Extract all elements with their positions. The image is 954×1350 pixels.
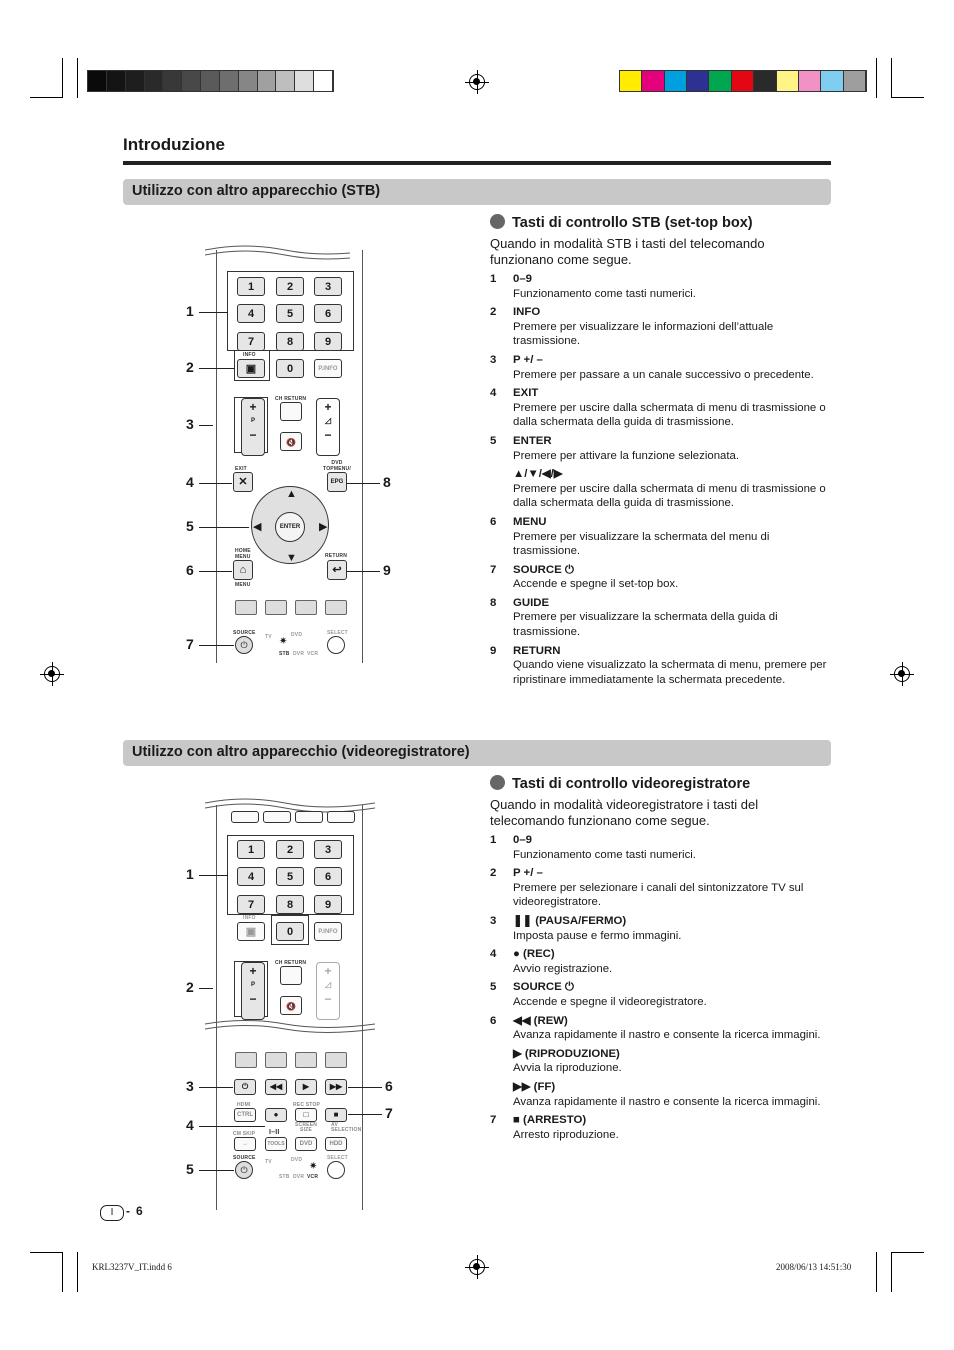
color-swatch [687,71,709,91]
color-key-button[interactable] [235,600,257,615]
callout-9: 9 [383,562,391,578]
info-button[interactable]: ▣ [237,922,265,941]
rec-button[interactable]: ● [265,1108,287,1122]
source-label: SOURCE [233,1155,256,1161]
item-label: ▲/▼/◀/▶ [513,468,563,481]
color-swatch [258,71,277,91]
item-description: Avvio registrazione. [513,962,613,975]
arrow-left-icon[interactable]: ◀ [253,521,262,533]
callout-5: 5 [186,1161,194,1177]
epg-button[interactable]: EPG [327,472,347,492]
color-swatch [201,71,220,91]
section-band-vcr [123,740,831,766]
home-menu-button[interactable]: ⌂ [233,560,253,580]
mode-dvr-label: DVR [293,651,305,657]
list-item [490,434,830,463]
item-number: 9 [490,644,497,657]
item-number: 5 [490,434,497,447]
item-label: P +/ – [513,867,543,880]
digit-0-button[interactable]: 0 [276,922,304,941]
callout-line [199,312,228,313]
list-item [490,866,830,910]
select-label: SELECT [327,630,348,636]
callout-line [199,1126,265,1127]
i-ii-label: I–II [269,1129,280,1136]
top-key-button[interactable] [231,811,259,823]
item-description: Premere per uscire dalla schermata di menu di trasmissione o dalla schermata della guida di trasmissione. [513,401,826,429]
color-swatch [239,71,258,91]
crop-mark [876,58,877,98]
stb-heading: Tasti di controllo STB (set-top box) [490,214,753,231]
select-button[interactable] [327,636,345,654]
digit-9-button[interactable]: 9 [314,332,342,351]
bullet-icon [490,214,505,229]
color-swatch [642,71,664,91]
registration-mark-icon [469,74,485,90]
ch-return-label: CH RETURN [275,960,307,966]
callout-1: 1 [186,303,194,319]
crop-mark [62,58,63,98]
dvd-topmenu-label: DVD TOPMENU/ [323,460,351,472]
color-swatch [777,71,799,91]
footer-file: KRL3237V_IT.indd 6 [92,1262,172,1272]
callout-line [199,527,249,528]
crop-mark [30,97,63,98]
select-button[interactable] [327,1161,345,1179]
item-label: ▶▶ (FF) [513,1080,556,1093]
exit-button[interactable]: ✕ [233,472,253,492]
item-label: 0–9 [513,273,533,285]
list-item [490,386,830,430]
page-dash: - [126,1204,130,1218]
remote-top-edge [205,242,350,262]
item-description: Premere per uscire dalla schermata di menu di trasmissione o dalla schermata della guida di trasmissione. [513,482,826,510]
cm-skip-button[interactable]: → [234,1137,256,1151]
item-description: Premere per visualizzare le informazioni dell’attuale trasmissione. [513,320,774,348]
color-key-button[interactable] [265,600,287,615]
color-key-button[interactable] [325,600,347,615]
callout-6: 6 [186,562,194,578]
item-description: Quando viene visualizzato la schermata di menu, premere per ripristinare immediatamente la schermata precedente. [513,659,827,686]
crop-mark [891,1252,892,1292]
source-power-button[interactable]: ⏻ [235,1161,253,1179]
enter-button[interactable]: ENTER [275,512,305,542]
section-title: Utilizzo con altro apparecchio (videoregistratore) [132,744,470,760]
item-description: Premere per selezionare i canali del sintonizzatore TV sul videoregistratore. [513,881,804,909]
registration-mark-icon [469,1259,485,1275]
list-item [490,980,830,1009]
item-number: 3 [490,914,497,927]
color-swatch [844,71,866,91]
color-key-button[interactable] [325,1052,347,1068]
color-key-button[interactable] [265,1052,287,1068]
color-swatch [732,71,754,91]
exit-label: EXIT [235,466,247,472]
digit-6-button[interactable]: 6 [314,304,342,323]
crop-mark [30,1252,63,1253]
item-description: Funzionamento come tasti numerici. [513,287,696,300]
grayscale-bar [87,70,334,92]
callout-line [347,571,380,572]
list-item [490,305,830,349]
item-description: Accende e spegne il set-top box. [513,578,679,591]
list-item [490,353,830,382]
item-label: SOURCE ⏻ [513,981,574,994]
arrow-up-icon[interactable]: ▲ [286,488,297,500]
callout-5: 5 [186,518,194,534]
color-key-button[interactable] [295,1052,317,1068]
callout-7: 7 [186,636,194,652]
digit-7-button[interactable]: 7 [237,332,265,351]
digit-1-button[interactable]: 1 [237,277,265,296]
crop-mark [62,1252,63,1292]
item-number: 6 [490,515,497,528]
item-label: P +/ – [513,353,543,366]
info-label: INFO [243,915,256,921]
mode-stb-label: STB [279,1174,290,1180]
item-number: 1 [490,273,497,285]
color-swatch [88,71,107,91]
section-title: Utilizzo con altro apparecchio (STB) [132,183,381,199]
color-swatch [126,71,145,91]
p-rocker-button[interactable]: + P − [241,398,265,456]
registration-mark-icon [44,666,60,682]
crop-mark [891,58,892,98]
item-description: Avanza rapidamente il nastro e consente la ricerca immagini. [513,1095,821,1108]
item-number: 1 [490,834,497,846]
return-label: RETURN [325,553,348,559]
digit-9-button[interactable]: 9 [314,895,342,914]
vcr-intro: Quando in modalità videoregistratore i tasti del telecomando funzionano come segue. [490,797,759,828]
callout-line [199,645,234,646]
item-description: Imposta pause e fermo immagini. [513,929,682,942]
list-item [490,272,830,301]
item-label: GUIDE [513,596,550,609]
item-number: 4 [490,948,497,961]
crop-mark [876,1252,877,1292]
item-label: EXIT [513,387,539,400]
color-swatch [314,71,333,91]
digit-3-button[interactable]: 3 [314,840,342,859]
item-description: Avvia la riproduzione. [513,1062,622,1075]
item-label: SOURCE ⏻ [513,563,574,576]
cm-skip-label: CM SKIP [233,1131,256,1137]
list-item [490,914,830,943]
item-description: Avanza rapidamente il nastro e consente la ricerca immagini. [513,1029,821,1042]
item-number: 2 [490,867,497,880]
hdd-button[interactable]: HDD [325,1137,347,1151]
home-menu-label: HOME MENU [235,548,251,560]
color-swatch [163,71,182,91]
callout-1: 1 [186,866,194,882]
stb-item-list [490,272,830,691]
crop-mark [77,1252,78,1292]
pause-still-button[interactable]: ⏻ [234,1079,256,1095]
footer-timestamp: 2008/06/13 14:51:30 [776,1262,852,1272]
info-button[interactable]: ▣ [237,359,265,378]
callout-line [199,1087,233,1088]
list-item [490,833,830,862]
hdmi-label: HDMI [237,1102,251,1108]
mode-stb-label: STB [279,651,290,657]
item-number: 6 [490,1014,497,1027]
color-swatch [665,71,687,91]
color-swatch [799,71,821,91]
color-key-button[interactable] [295,600,317,615]
callout-2: 2 [186,979,194,995]
mode-tv-label: TV [265,1159,272,1165]
callout-line [199,571,232,572]
vcr-heading: Tasti di controllo videoregistratore [490,775,750,792]
mode-vcr-label: VCR [307,651,319,657]
info-label: INFO [243,352,256,358]
screen-size-label: SCREEN SIZE [295,1122,318,1133]
digit-4-button[interactable]: 4 [237,867,265,886]
color-swatch [145,71,164,91]
item-description: Premere per attivare la funzione selezionata. [513,449,740,462]
stb-intro: Quando in modalità STB i tasti del telecomando funzionano come segue. [490,236,765,267]
item-label: ENTER [513,434,552,447]
pinfo-button[interactable]: P.INFO [314,359,342,378]
item-label: ■ (ARRESTO) [513,1114,587,1127]
ff-button[interactable]: ▶▶ [325,1079,347,1095]
item-label: MENU [513,515,547,528]
list-item [490,563,830,592]
digit-1-button[interactable]: 1 [237,840,265,859]
digit-8-button[interactable]: 8 [276,332,304,351]
dvd-button[interactable]: DVD [295,1137,317,1151]
page-number: 6 [136,1204,143,1218]
item-label: ▶ (RIPRODUZIONE) [513,1047,620,1060]
list-item [490,1047,830,1076]
color-swatch [754,71,776,91]
play-button[interactable]: ▶ [295,1079,317,1095]
color-swatch [276,71,295,91]
callout-line [348,1114,382,1115]
tools-button[interactable]: TOOLS [265,1137,287,1151]
callout-line [348,1087,382,1088]
registration-mark-icon [894,666,910,682]
callout-line [199,988,213,989]
item-label: INFO [513,306,541,319]
volume-rocker-button[interactable]: + ◿ − [316,962,340,1020]
list-item [490,596,830,640]
ch-return-button[interactable] [280,966,302,985]
item-number: 8 [490,596,497,609]
list-item [490,1014,830,1043]
top-key-button[interactable] [327,811,355,823]
crop-mark [77,58,78,98]
rec-stop-label: REC STOP [293,1102,321,1108]
item-number: 7 [490,1114,497,1127]
remote-cut-edge [205,1019,375,1033]
item-label: ❚❚ (PAUSA/FERMO) [513,914,627,927]
callout-line [199,483,232,484]
remote-vcr [216,805,363,1210]
color-swatch [182,71,201,91]
av-selection-label: AV SELECTION [331,1122,362,1133]
item-number: 3 [490,353,497,366]
digit-5-button[interactable]: 5 [276,867,304,886]
page-title: Introduzione [123,135,225,154]
item-label: ◀◀ (REW) [513,1014,568,1027]
list-item [490,644,830,688]
callout-line [199,1170,234,1171]
color-swatch [709,71,731,91]
callout-7: 7 [385,1105,393,1121]
item-label: 0–9 [513,834,533,846]
callout-3: 3 [186,416,194,432]
item-description: Premere per visualizzare la schermata della guida di trasmissione. [513,611,778,639]
pinfo-button[interactable]: P.INFO [314,922,342,941]
item-description: Premere per passare a un canale successivo o precedente. [513,368,814,381]
ch-return-label: CH RETURN [275,396,307,402]
list-item [490,467,830,511]
color-swatch [821,71,843,91]
vcr-item-list [490,833,830,1146]
source-label: SOURCE [233,630,256,636]
list-item [490,515,830,559]
mode-tv-label: TV [265,634,272,640]
digit-0-button[interactable]: 0 [276,359,304,378]
bullet-icon [490,775,505,790]
ctrl-button[interactable]: CTRL [234,1108,256,1122]
mode-dvd-label: DVD [291,632,303,638]
mute-button[interactable]: 🔇 [280,432,302,451]
section-band-stb [123,179,831,205]
callout-line [199,875,228,876]
rec-stop-button[interactable]: □ [295,1108,317,1122]
callout-4: 4 [186,1117,194,1133]
mode-vcr-label: VCR [307,1174,319,1180]
item-number: 7 [490,563,497,576]
digit-8-button[interactable]: 8 [276,895,304,914]
digit-2-button[interactable]: 2 [276,277,304,296]
p-rocker-button[interactable]: + P − [241,962,265,1020]
mode-led-icon: ✷ [309,1161,318,1172]
digit-7-button[interactable]: 7 [237,895,265,914]
list-item [490,1113,830,1142]
rew-button[interactable]: ◀◀ [265,1079,287,1095]
color-swatch [220,71,239,91]
digit-5-button[interactable]: 5 [276,304,304,323]
stop-button[interactable]: ■ [325,1108,347,1122]
mute-button[interactable]: 🔇 [280,996,302,1015]
item-description: Premere per visualizzare la schermata del menu di trasmissione. [513,530,770,558]
digit-6-button[interactable]: 6 [314,867,342,886]
list-item [490,947,830,976]
item-description: Funzionamento come tasti numerici. [513,848,696,861]
color-bar [619,70,867,92]
digit-2-button[interactable]: 2 [276,840,304,859]
mode-dvd-label: DVD [291,1157,303,1163]
item-number: 5 [490,981,497,994]
ch-return-button[interactable] [280,402,302,421]
item-number: 2 [490,306,497,319]
item-label: ● (REC) [513,948,555,961]
callout-6: 6 [385,1078,393,1094]
callout-8: 8 [383,474,391,490]
callout-line [199,368,235,369]
item-description: Arresto riproduzione. [513,1128,619,1141]
callout-line [347,483,380,484]
callout-2: 2 [186,359,194,375]
item-label: RETURN [513,644,561,657]
top-key-button[interactable] [263,811,291,823]
title-rule [123,161,831,165]
item-description: Accende e spegne il videoregistratore. [513,995,707,1008]
source-power-button[interactable]: ⏻ [235,636,253,654]
page-code-badge: I [100,1205,124,1221]
color-swatch [620,71,642,91]
crop-mark [891,97,924,98]
list-item [490,1080,830,1109]
mode-led-icon: ✷ [279,636,288,647]
digit-3-button[interactable]: 3 [314,277,342,296]
color-swatch [295,71,314,91]
callout-4: 4 [186,474,194,490]
top-key-button[interactable] [295,811,323,823]
crop-mark [891,1252,924,1253]
mode-dvr-label: DVR [293,1174,305,1180]
arrow-down-icon[interactable]: ▼ [286,552,297,564]
select-label: SELECT [327,1155,348,1161]
color-swatch [107,71,126,91]
color-key-button[interactable] [235,1052,257,1068]
callout-line [199,425,213,426]
remote-stb [216,250,363,663]
digit-4-button[interactable]: 4 [237,304,265,323]
menu-label: MENU [235,582,251,588]
return-button[interactable]: ↩ [327,560,347,580]
volume-rocker-button[interactable]: + ◿ − [316,398,340,456]
arrow-right-icon[interactable]: ▶ [319,521,328,533]
item-number: 4 [490,387,497,400]
callout-3: 3 [186,1078,194,1094]
